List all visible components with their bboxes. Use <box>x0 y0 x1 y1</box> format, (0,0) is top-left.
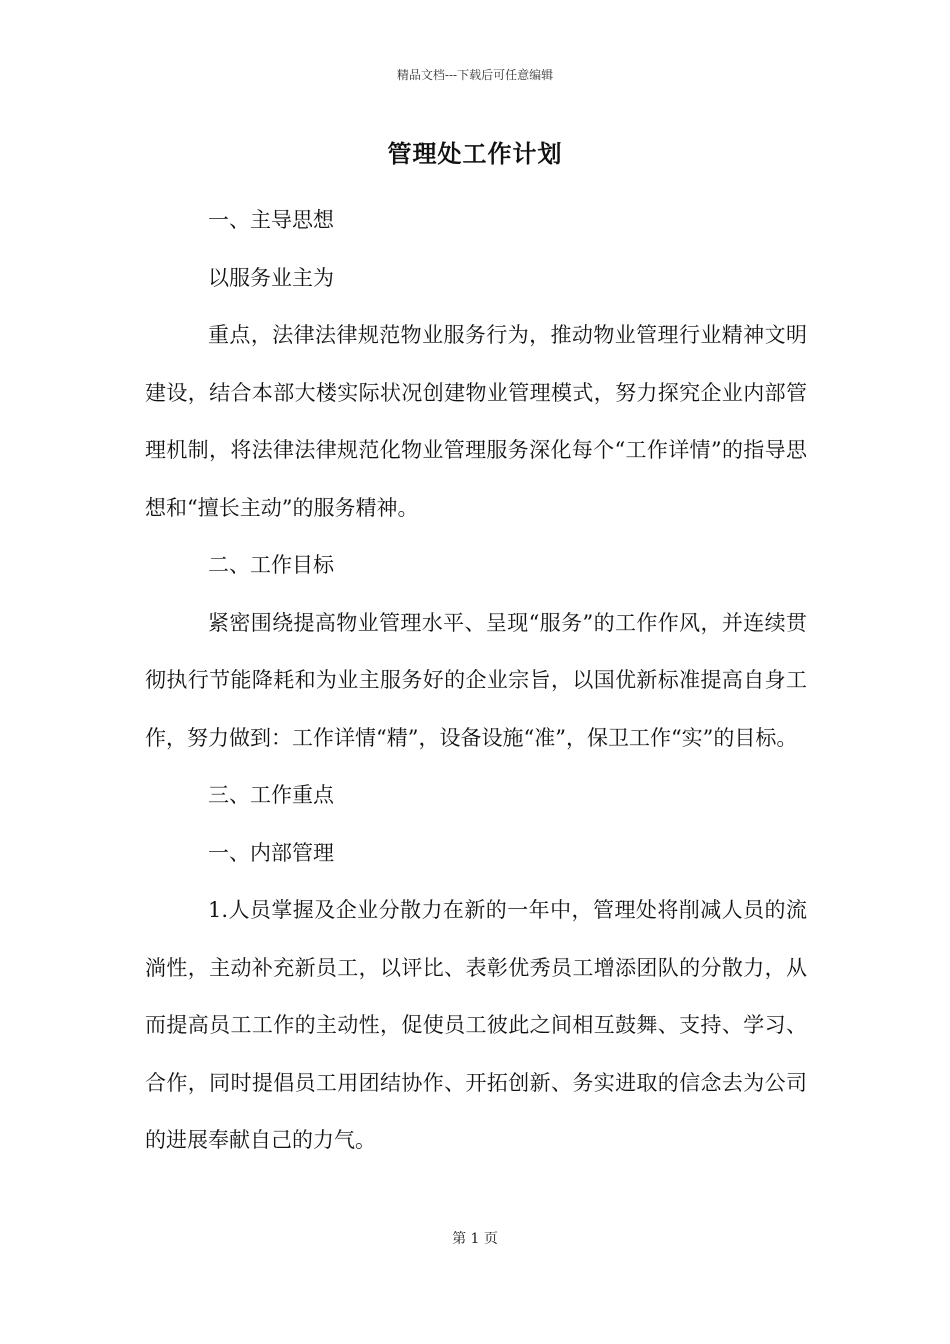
section-heading-guiding-idea: 一、主导思想 <box>208 208 334 232</box>
section-heading-work-goal: 二、工作目标 <box>208 553 334 577</box>
section-heading-work-focus: 三、工作重点 <box>208 783 334 807</box>
paragraph-service-owner: 以服务业主为 <box>208 265 334 290</box>
paragraph-goal: 紧密围绕提高物业管理水平、呈现“服务”的工作作风，并连续贯彻执行节能降耗和为业主服务好的企业宗旨，以国优新标准提高自身工作，努力做到：工作详情“精”，设备设施“准”，保卫工作“实”的目标。 <box>145 610 807 750</box>
page-number: 第 1 页 <box>452 1231 498 1247</box>
page-header: 精品文档---下载后可任意编辑 <box>396 68 554 82</box>
document-body <box>145 192 807 1170</box>
paragraph-focus: 重点，法律法律规范物业服务行为，推动物业管理行业精神文明建设，结合本部大楼实际状况创建物业管理模式，努力探究企业内部管理机制，将法律法律规范化物业管理服务深化每个“工作详情”的指导思想和“擅长主动”的服务精神。 <box>145 323 807 520</box>
paragraph-staff-control: 1.人员掌握及企业分散力在新的一年中，管理处将削减人员的流淌性，主动补充新员工，以评比、表彰优秀员工增添团队的分散力，从而提高员工工作的主动性，促使员工彼此之间相互鼓舞、支持、学习、合作，同时提倡员工用团结协作、开拓创新、务实进取的信念去为公司的进展奉献自己的力气。 <box>145 898 807 1152</box>
subsection-heading-internal-management: 一、内部管理 <box>208 840 334 865</box>
document-title: 管理处工作计划 <box>387 139 563 168</box>
